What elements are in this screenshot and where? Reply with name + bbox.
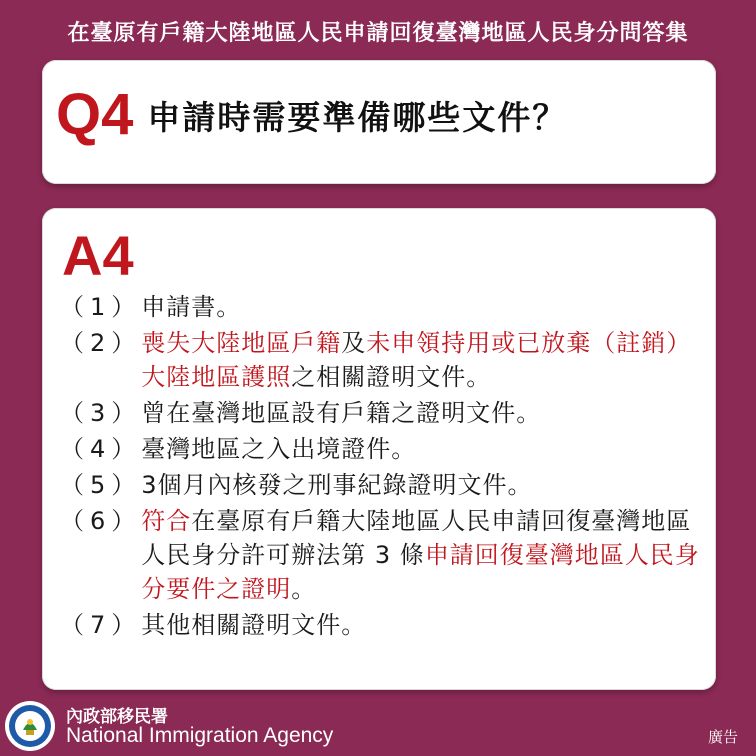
answer-list: [60, 290, 710, 644]
answer-label: A4: [62, 224, 134, 287]
ad-label: 廣告: [707, 728, 738, 746]
answer-card: [42, 208, 716, 690]
answer-item-text: [141, 504, 710, 606]
item-text-segment: 。: [291, 575, 317, 603]
agency-name-en: National Immigration Agency: [66, 724, 334, 747]
item-text-segment: 其他相關證明文件。: [141, 611, 367, 639]
answer-item-text: [141, 432, 710, 466]
answer-item-text: [141, 468, 710, 502]
page-header: [0, 0, 756, 62]
highlighted-text: 喪失大陸地區戶籍: [141, 329, 342, 357]
item-text-segment: 在臺原有戶籍大陸地區人民申請回復臺灣地區人民身分許可辦法第 3 條: [141, 507, 692, 569]
answer-item-number: （1）: [60, 293, 142, 321]
answer-item-text: [141, 608, 710, 642]
answer-item-number: （2）: [60, 329, 142, 357]
highlighted-text: 未申領持用或已放棄（註銷）大陸地區護照: [141, 329, 692, 391]
question-card: [42, 60, 716, 184]
item-text-segment: 及: [341, 329, 367, 357]
footer: [0, 696, 756, 756]
agency-name-zh: 內政部移民署: [66, 707, 168, 727]
question-text: 申請時需要準備哪些文件？: [147, 97, 568, 137]
answer-list-item: [60, 432, 710, 466]
answer-item-number: （4）: [60, 435, 142, 463]
answer-item-text: [141, 396, 710, 430]
highlighted-text: 申請回復臺灣地區人民身分要件之證明: [141, 541, 700, 603]
answer-list-item: [60, 504, 710, 606]
answer-list-item: [60, 468, 710, 502]
question-label: Q4: [56, 82, 134, 147]
item-text-segment: 之相關證明文件。: [291, 363, 492, 391]
highlighted-text: 符合: [141, 507, 192, 535]
answer-list-item: [60, 608, 710, 642]
question-row: [56, 82, 568, 147]
answer-item-text: [141, 290, 710, 324]
answer-item-number: （6）: [60, 507, 142, 535]
item-text-segment: 臺灣地區之入出境證件。: [141, 435, 417, 463]
item-text-segment: 申請書。: [141, 293, 242, 321]
answer-item-text: [141, 326, 710, 394]
answer-list-item: [60, 326, 710, 394]
answer-item-number: （3）: [60, 399, 142, 427]
item-text-segment: 3個月內核發之刑事紀錄證明文件。: [141, 471, 533, 499]
answer-item-number: （7）: [60, 611, 142, 639]
answer-item-number: （5）: [60, 471, 142, 499]
item-text-segment: 曾在臺灣地區設有戶籍之證明文件。: [141, 399, 542, 427]
answer-list-item: [60, 396, 710, 430]
header-title: 在臺原有戶籍大陸地區人民申請回復臺灣地區人民身分問答集: [67, 20, 689, 46]
answer-list-item: [60, 290, 710, 324]
agency-seal-icon: [4, 700, 56, 752]
